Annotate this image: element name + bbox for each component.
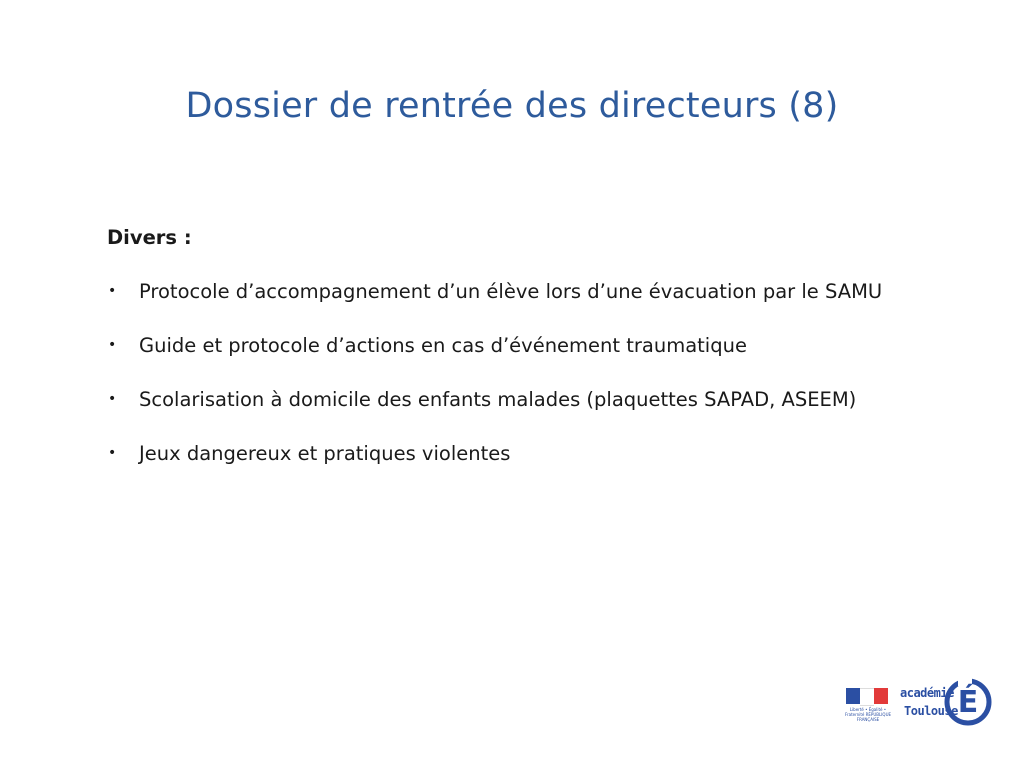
list-item-text: Guide et protocole d’actions en cas d’événement traumatique — [139, 334, 747, 357]
republique-francaise-caption: Liberté • Égalité • Fraternité RÉPUBLIQUE FRANÇAISE — [844, 707, 892, 722]
list-item-text: Jeux dangereux et pratiques violentes — [139, 442, 511, 465]
bullet-list — [107, 278, 917, 467]
list-item-text: Scolarisation à domicile des enfants malades (plaquettes SAPAD, ASEEM) — [139, 388, 857, 411]
list-item — [107, 386, 917, 413]
list-item — [107, 278, 917, 305]
academie-e-emblem-icon — [940, 674, 992, 726]
french-flag-icon — [846, 688, 888, 704]
list-item — [107, 440, 917, 467]
logo-academie-text: académie — [900, 686, 954, 700]
list-item — [107, 332, 917, 359]
bullet-icon: • — [108, 445, 117, 461]
bullet-icon: • — [108, 391, 117, 407]
slide-content — [107, 224, 917, 494]
academie-toulouse-logo — [844, 662, 996, 738]
bullet-icon: • — [108, 337, 117, 353]
section-heading: Divers : — [107, 226, 192, 249]
emblem-letter: É — [957, 685, 979, 720]
bullet-icon: • — [108, 283, 117, 299]
logo-toulouse-text: Toulouse — [904, 704, 958, 718]
list-item-text: Protocole d’accompagnement d’un élève lors d’une évacuation par le SAMU — [139, 280, 883, 303]
slide-title: Dossier de rentrée des directeurs (8) — [185, 86, 839, 126]
